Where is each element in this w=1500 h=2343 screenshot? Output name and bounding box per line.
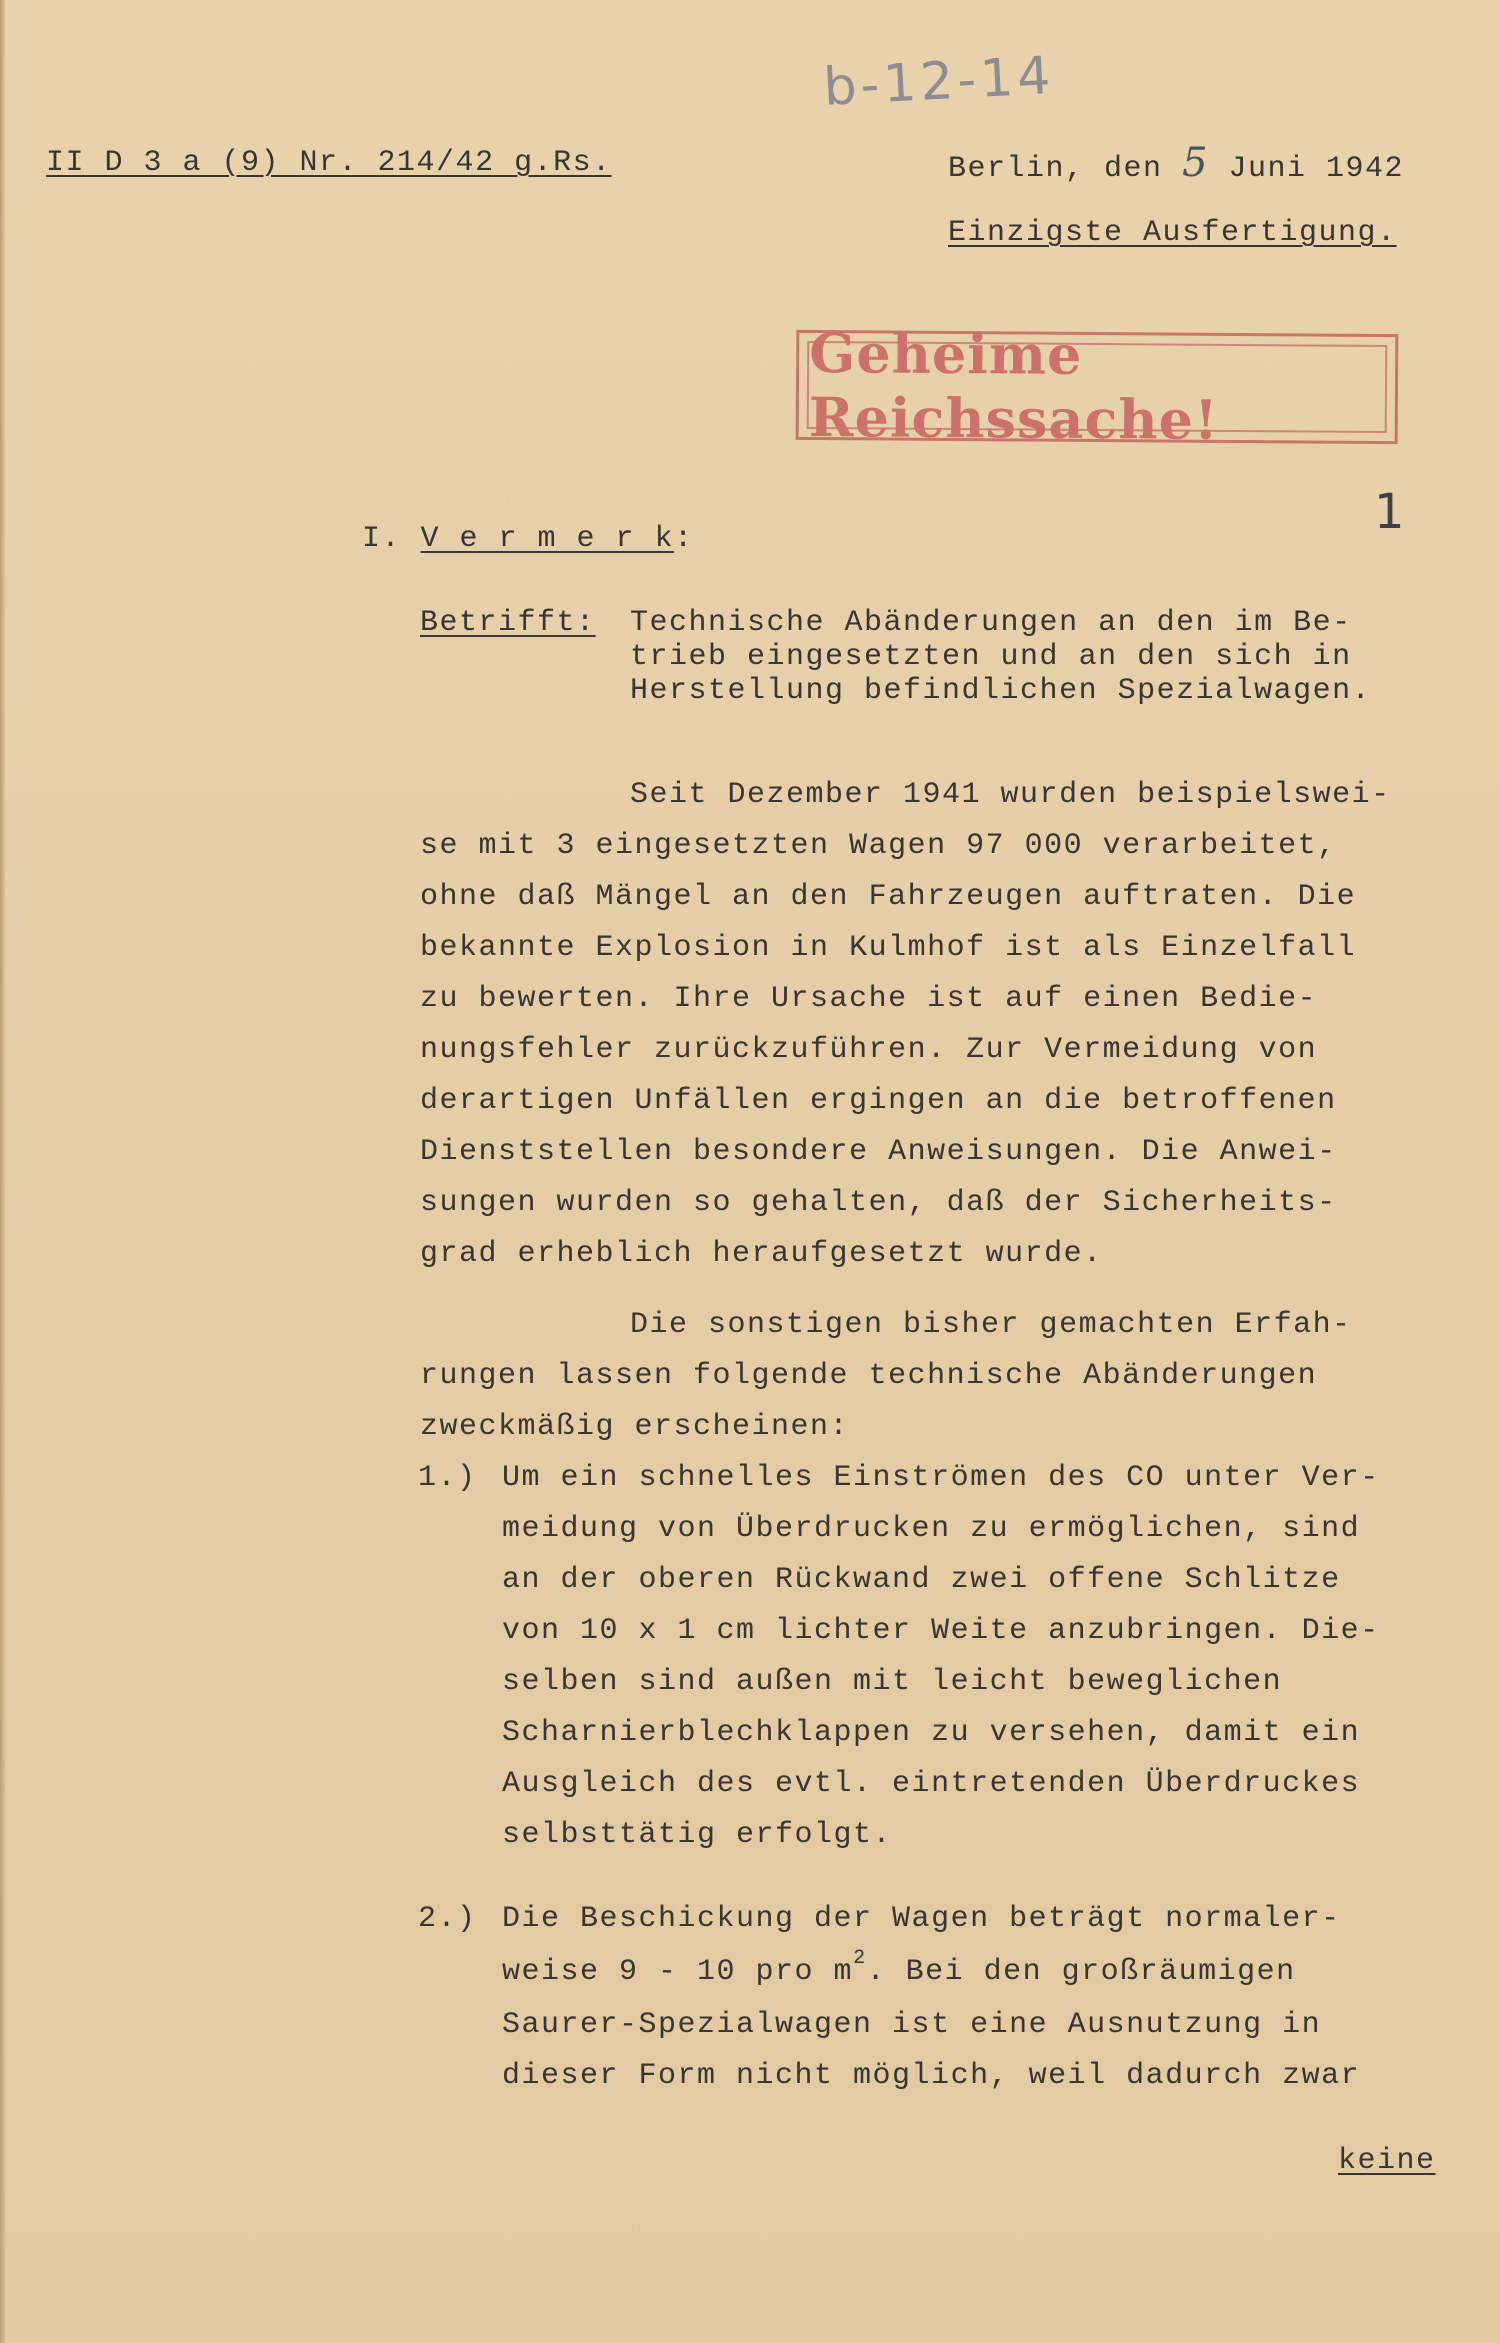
paragraph1-line: derartigen Unfällen ergingen an die betroffenen: [420, 1084, 1337, 1118]
item1-line: selben sind außen mit leicht beweglichen: [502, 1665, 1283, 1699]
paragraph1-line: nungsfehler zurückzuführen. Zur Vermeidung von: [420, 1033, 1318, 1067]
section-label: V e r m e r k: [420, 522, 675, 556]
item2-line: Saurer-Spezialwagen ist eine Ausnutzung in: [502, 2008, 1322, 2042]
place-date-suffix: Juni 1942: [1228, 152, 1405, 186]
paragraph1-line: Dienststellen besondere Anweisungen. Die Anwei-: [420, 1135, 1337, 1169]
catchword: keine: [1338, 2144, 1436, 2178]
section-heading: [362, 522, 694, 556]
paragraph2-line: zweckmäßig erscheinen:: [420, 1410, 850, 1444]
handwritten-day: 5: [1182, 140, 1210, 186]
handwritten-page-number: 1: [1374, 484, 1405, 540]
paragraph1-line: se mit 3 eingesetzten Wagen 97 000 verarbeitet,: [420, 829, 1337, 863]
place-date: [948, 140, 1405, 186]
paragraph1-line: sungen wurden so gehalten, daß der Sicherheits-: [420, 1186, 1337, 1220]
subject-text: [630, 606, 1371, 708]
copy-note: Einzigste Ausfertigung.: [948, 216, 1397, 250]
item1-line: an der oberen Rückwand zwei offene Schlitze: [502, 1563, 1341, 1597]
subject-line: Herstellung befindlichen Spezialwagen.: [630, 674, 1372, 708]
paragraph1-line: Seit Dezember 1941 wurden beispielswei-: [630, 778, 1391, 812]
item1-line: Um ein schnelles Einströmen des CO unter Ver-: [502, 1461, 1380, 1495]
subject-label: Betrifft:: [420, 606, 596, 640]
item2-line-part: weise 9 - 10 pro m: [502, 1955, 854, 1989]
secret-stamp: [796, 320, 1399, 452]
item1-line: selbsttätig erfolgt.: [502, 1818, 893, 1852]
item2-line: Die Beschickung der Wagen beträgt normaler-: [502, 1902, 1341, 1936]
secret-stamp-text: Geheime Reichssache!: [807, 341, 1388, 433]
item1-line: Scharnierblechklappen zu versehen, damit ein: [502, 1716, 1361, 1750]
paragraph1-line: ohne daß Mängel an den Fahrzeugen auftraten. Die: [420, 880, 1357, 914]
item2-number: 2.): [418, 1902, 477, 1936]
subject-line: Technische Abänderungen an den im Be-: [630, 606, 1352, 640]
item2-line: [502, 1947, 1296, 1992]
pencil-archive-mark: b-12-14: [822, 45, 1056, 118]
paragraph1-line: zu bewerten. Ihre Ursache ist auf einen Bedie-: [420, 982, 1318, 1016]
paragraph2-line: rungen lassen folgende technische Abänderungen: [420, 1359, 1318, 1393]
item2-line: dieser Form nicht möglich, weil dadurch zwar: [502, 2059, 1361, 2093]
superscript-two: 2: [853, 1947, 867, 1970]
section-colon: :: [674, 522, 694, 556]
item1-number: 1.): [418, 1461, 477, 1495]
item1-line: von 10 x 1 cm lichter Weite anzubringen. Die-: [502, 1614, 1380, 1648]
subject-line: trieb eingesetzten und an den sich in: [630, 640, 1352, 674]
place-date-prefix: Berlin, den: [948, 152, 1163, 186]
item2-line-part: . Bei den großräumigen: [866, 1955, 1296, 1989]
reference-number: II D 3 a (9) Nr. 214/42 g.Rs.: [46, 146, 612, 180]
item1-line: Ausgleich des evtl. eintretenden Überdruckes: [502, 1767, 1361, 1801]
paragraph1-line: grad erheblich heraufgesetzt wurde.: [420, 1237, 1103, 1271]
item1-line: meidung von Überdrucken zu ermöglichen, sind: [502, 1512, 1361, 1546]
paragraph1-line: bekannte Explosion in Kulmhof ist als Einzelfall: [420, 931, 1357, 965]
paragraph2-line: Die sonstigen bisher gemachten Erfah-: [630, 1308, 1352, 1342]
section-number: I.: [362, 522, 402, 556]
